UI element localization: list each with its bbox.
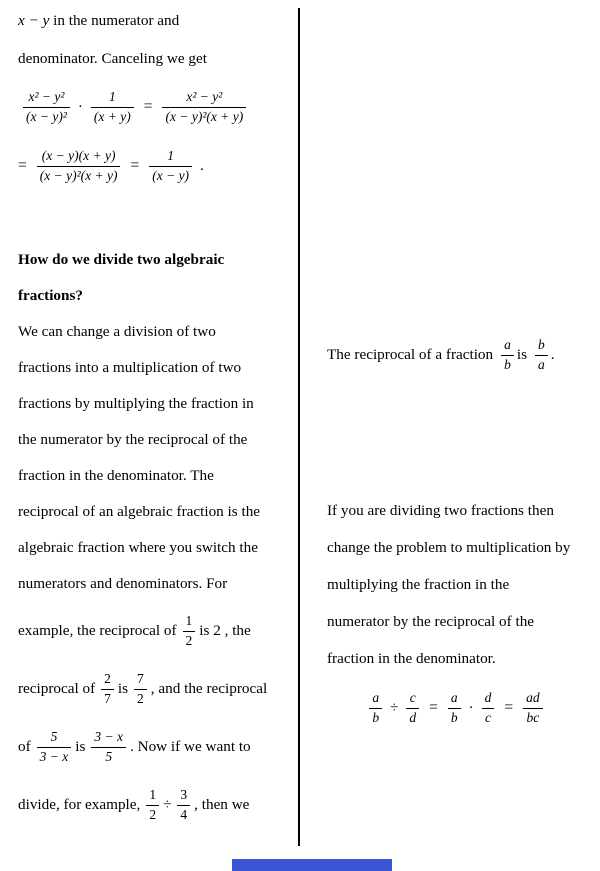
text-line-with-math — [18, 660, 296, 718]
text-line: fraction in the denominator. — [327, 650, 496, 667]
fraction — [183, 613, 196, 650]
text-line: multiplying the fraction in the — [327, 576, 510, 593]
division-sign: ÷ — [390, 699, 399, 716]
text-line: denominator. Canceling we get — [18, 50, 207, 67]
fraction-denominator: (x − y) — [152, 167, 190, 183]
fraction-numerator: x² − y² — [162, 89, 246, 108]
fraction-denominator: b — [504, 356, 511, 372]
math-display-rule — [325, 682, 587, 734]
math-display-row — [18, 136, 296, 196]
fraction-numerator: 3 − x — [91, 729, 126, 748]
fraction — [177, 787, 190, 824]
section-heading-line: fractions? — [18, 287, 83, 304]
fraction-denominator: 4 — [180, 806, 188, 822]
text-line: algebraic fraction where you switch the — [18, 539, 258, 556]
text-segment: is — [117, 680, 129, 697]
text-segment: divide, for example, — [18, 796, 141, 813]
fraction-numerator: a — [448, 690, 461, 709]
fraction — [162, 89, 246, 126]
fraction — [482, 690, 495, 727]
fraction — [448, 690, 461, 727]
left-column — [18, 2, 296, 834]
fraction-denominator: b — [372, 709, 380, 725]
equals-sign: = — [130, 157, 140, 174]
fraction-denominator: (x − y)²(x + y) — [39, 167, 118, 183]
section-heading-line: How do we divide two algebraic — [18, 251, 225, 268]
fraction — [523, 690, 543, 727]
text-segment: reciprocal of — [18, 680, 96, 697]
fraction-denominator: bc — [526, 709, 540, 725]
text-line: numerator by the reciprocal of the — [327, 613, 535, 630]
math-display-row — [18, 78, 296, 136]
fraction — [369, 690, 382, 727]
fraction — [91, 729, 126, 766]
fraction-numerator: ad — [523, 690, 543, 709]
text-segment: example, the reciprocal of — [18, 622, 177, 639]
text-line: fraction in the denominator. The — [18, 467, 214, 484]
fraction — [406, 690, 419, 727]
text-line: If you are dividing two fractions then — [327, 502, 554, 519]
text-line: fractions by multiplying the fraction in — [18, 395, 254, 412]
text-line: numerators and denominators. For — [18, 575, 228, 592]
text-segment: , then we — [194, 796, 250, 813]
inline-math: x − y — [18, 12, 50, 29]
fraction — [23, 89, 70, 126]
text-segment: is — [516, 346, 528, 363]
fraction-denominator: 2 — [149, 806, 157, 822]
fraction-numerator: 5 — [37, 729, 72, 748]
fraction-denominator: b — [450, 709, 458, 725]
text-line-with-math — [18, 776, 296, 834]
multiplication-dot: · — [468, 699, 474, 716]
fraction-denominator: 2 — [137, 690, 144, 706]
period: . — [550, 346, 555, 363]
fraction-numerator: 1 — [183, 613, 196, 632]
margin-note-dividing — [327, 492, 589, 677]
fraction-denominator: 5 — [105, 748, 113, 764]
multiplication-dot: · — [77, 98, 83, 115]
text-segment: of — [18, 738, 31, 755]
fraction-numerator: (x − y)(x + y) — [37, 148, 121, 167]
fraction-denominator: 2 — [185, 632, 193, 648]
text-line: the numerator by the reciprocal of the — [18, 431, 248, 448]
text-segment: is 2 , the — [199, 622, 251, 639]
text-line: fractions into a multiplication of two — [18, 359, 242, 376]
fraction-numerator: a — [501, 337, 514, 356]
fraction-numerator: 3 — [177, 787, 190, 806]
fraction — [91, 89, 134, 126]
fraction-numerator: 7 — [134, 671, 147, 690]
division-sign: ÷ — [163, 796, 172, 813]
period: . — [200, 157, 204, 174]
fraction — [134, 671, 147, 708]
fraction-numerator: 1 — [91, 89, 134, 108]
fraction — [37, 148, 121, 185]
bottom-highlight-bar — [232, 859, 392, 871]
fraction-numerator: d — [482, 690, 495, 709]
fraction-numerator: 2 — [101, 671, 114, 690]
equals-sign: = — [429, 699, 438, 716]
text-segment: is — [75, 738, 86, 755]
text-segment: . Now if we want to — [130, 738, 251, 755]
fraction-denominator: (x − y)²(x + y) — [165, 108, 244, 124]
fraction — [535, 337, 548, 374]
fraction-numerator: a — [369, 690, 382, 709]
text-line: We can change a division of two — [18, 323, 216, 340]
fraction-denominator: c — [484, 709, 491, 725]
fraction-numerator: 1 — [146, 787, 159, 806]
text-line: reciprocal of an algebraic fraction is the — [18, 503, 261, 520]
equals-sign: = — [504, 699, 514, 716]
text-segment: , and the reciprocal — [150, 680, 268, 697]
equals-sign: = — [18, 157, 27, 174]
text-line — [18, 2, 296, 40]
fraction-denominator: (x + y) — [93, 108, 131, 124]
margin-note-reciprocal — [327, 330, 589, 380]
column-divider-line — [298, 8, 300, 846]
fraction-denominator: 3 − x — [39, 748, 69, 764]
fraction-numerator: 1 — [149, 148, 192, 167]
fraction-denominator: (x − y)² — [26, 108, 67, 124]
fraction-denominator: a — [538, 356, 545, 372]
fraction — [149, 148, 192, 185]
fraction-numerator: c — [406, 690, 419, 709]
equals-sign: = — [143, 98, 153, 115]
text-line-with-math — [18, 718, 296, 776]
fraction — [101, 671, 114, 708]
fraction — [146, 787, 159, 824]
text-line-with-math — [18, 602, 296, 660]
text-segment: in the numerator and — [49, 12, 180, 29]
fraction-denominator: 7 — [104, 690, 111, 706]
text-line: change the problem to multiplication by — [327, 539, 571, 556]
fraction — [501, 337, 514, 374]
fraction-numerator: x² − y² — [23, 89, 70, 108]
fraction — [37, 729, 72, 766]
text-segment: The reciprocal of a fraction — [327, 346, 494, 363]
fraction-numerator: b — [535, 337, 548, 356]
fraction-denominator: d — [409, 709, 417, 725]
